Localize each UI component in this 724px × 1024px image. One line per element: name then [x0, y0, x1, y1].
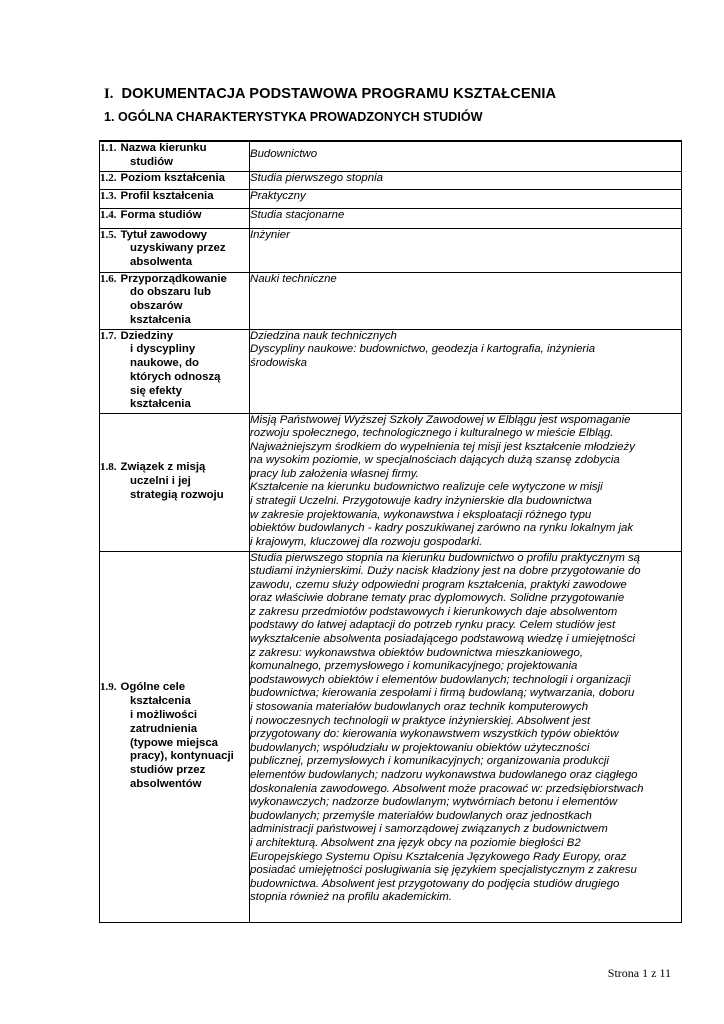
- row-value-cell: [250, 329, 682, 413]
- table-row: [100, 208, 682, 228]
- row-value-line: i architekturą. Absolwent zna język obcy na poziomie biegłości B2: [250, 836, 581, 849]
- row-label-line: się efekty: [130, 384, 182, 397]
- row-label-line: uczelni i jej: [130, 475, 191, 488]
- row-label-line: absolwentów: [130, 777, 202, 790]
- row-value-line: budowlanych; współudziału w projektowaniu obiektów użyteczności: [250, 741, 590, 754]
- row-label-line: Nazwa kierunku: [120, 142, 207, 154]
- row-value-line: budownictwa; kierowania zespołami i firmą budowlaną; wytwarzania, doboru: [250, 687, 635, 700]
- row-label-line: uzyskiwany przez: [130, 242, 226, 255]
- row-value-line: studiami inżynierskimi. Duży nacisk kładziony jest na dobre przygotowanie do: [250, 565, 641, 578]
- row-label-cell: [100, 551, 250, 922]
- row-value-line: Studia pierwszego stopnia na kierunku budownictwo o profilu praktycznym są: [250, 551, 641, 564]
- row-value-line: Praktyczny: [250, 189, 306, 202]
- row-label-line: Przyporządkowanie: [120, 272, 227, 285]
- row-number: 1.2.: [100, 171, 117, 184]
- row-value-line: środowiska: [250, 356, 307, 369]
- row-number: 1.5.: [100, 228, 117, 241]
- row-value-line: podstawy do łatwej adaptacji do potrzeb rynku pracy. Celem studiów jest: [250, 619, 616, 632]
- row-label-line: Ogólne cele: [120, 681, 186, 694]
- row-value-line: wykonawczych; nadzorze budowlanym; wytwórniach betonu i elementów: [250, 796, 618, 809]
- row-label-cell: [100, 141, 250, 171]
- row-label-line: Forma studiów: [120, 208, 202, 221]
- row-value-line: elementów budowlanych; nadzoru wykonawstwa budowlanego oraz ciągłego: [250, 769, 638, 781]
- row-value-cell: [250, 272, 682, 329]
- row-value-line: Nauki techniczne: [250, 272, 337, 285]
- row-value-line: Studia stacjonarne: [250, 208, 345, 221]
- row-label-line: i możliwości: [130, 708, 198, 721]
- row-value-cell: [250, 413, 682, 551]
- row-label-line: strategią rozwoju: [130, 488, 224, 501]
- row-label-line: kształcenia: [130, 313, 191, 326]
- section-heading: 1. OGÓLNA CHARAKTERYSTYKA PROWADZONYCH STUDIÓW: [104, 110, 483, 124]
- row-value-line: i krajowym, kluczowej dla rozwoju gospodarki.: [250, 535, 483, 548]
- row-label-line: których odnoszą: [130, 370, 221, 383]
- row-number: 1.8.: [100, 461, 117, 474]
- row-value-line: wykształcenie absolwenta posiadającego podstawową wiedzę i umiejętności: [250, 633, 635, 646]
- row-number: 1.3.: [100, 189, 117, 202]
- row-label-line: Związek z misją: [120, 461, 206, 474]
- row-label-line: Profil kształcenia: [120, 189, 214, 202]
- row-value-line: posiadać umiejętności posługiwania się językiem specjalistycznym z zakresu: [250, 864, 637, 877]
- row-value-line: komunalnego, przemysłowego i komunikacyjnego; projektowania: [250, 660, 578, 673]
- row-value-line: z zakresu: wykonawstwa obiektów budownictwa mieszkaniowego,: [250, 646, 584, 659]
- table-row: [100, 551, 682, 922]
- row-number: 1.6.: [100, 272, 117, 285]
- row-value-cell: [250, 228, 682, 272]
- row-value-line: oraz właściwie dobrane tematy prac dyplomowych. Solidne przygotowanie: [250, 592, 625, 605]
- row-value-line: Dziedzina nauk technicznych: [250, 329, 397, 342]
- row-value-line: rozwoju społecznego, technologicznego i kulturalnego w mieście Elbląg.: [250, 427, 614, 440]
- page-footer: Strona 1 z 11: [607, 966, 671, 980]
- row-value-line: na wysokim poziomie, w specjalnościach dających dużą szansę zdobycia: [250, 454, 620, 467]
- row-value-line: pracy lub założenia własnej firmy.: [250, 467, 419, 480]
- row-label-line: zatrudnienia: [130, 722, 198, 735]
- row-value-cell: [250, 171, 682, 189]
- heading-number: I.: [104, 86, 114, 102]
- heading-title: DOKUMENTACJA PODSTAWOWA PROGRAMU KSZTAŁCENIA: [121, 86, 557, 102]
- table-row: [100, 189, 682, 208]
- study-characteristics-table: [99, 140, 682, 923]
- row-label-line: do obszaru lub: [130, 286, 211, 299]
- row-label-line: kształcenia: [130, 398, 191, 411]
- table-row: [100, 141, 682, 171]
- row-label-line: (typowe miejsca: [130, 736, 218, 749]
- row-label-line: Poziom kształcenia: [120, 171, 225, 184]
- table-row: [100, 413, 682, 551]
- row-value-line: obiektów budowlanych - kadry poszukiwanej zarówno na rynku lokalnym jak: [250, 522, 634, 535]
- row-label-line: i dyscypliny: [130, 343, 196, 356]
- table-row: [100, 329, 682, 413]
- row-value-line: Europejskiego Systemu Opisu Kształcenia Językowego Rady Europy, oraz: [250, 850, 627, 863]
- row-value-line: przygotowany do: kierowania wykonawstwem wszystkich typów obiektów: [250, 728, 619, 741]
- row-value-line: w zakresie projektowania, wykonawstwa i eksploatacji różnego typu: [250, 508, 592, 521]
- row-label-line: studiów przez: [130, 764, 206, 777]
- row-value-line: podstawowych obiektów i elementów budowlanych; technologii i organizacji: [250, 673, 631, 686]
- row-label-line: kształcenia: [130, 695, 191, 708]
- row-value-cell: [250, 551, 682, 922]
- row-value-line: stopnia również na profilu akademickim.: [250, 891, 452, 904]
- row-value-line: Budownictwo: [250, 148, 318, 160]
- row-label-cell: [100, 329, 250, 413]
- row-value-line: Inżynier: [250, 228, 290, 241]
- row-label-cell: [100, 208, 250, 228]
- row-value-line: Najważniejszym środkiem do wypełnienia tej misji jest kształcenie młodzieży: [250, 440, 635, 453]
- row-label-line: Dziedziny: [120, 329, 174, 342]
- row-label-line: obszarów: [130, 300, 183, 313]
- row-value-line: i stosowania materiałów budowlanych oraz technik komputerowych: [250, 701, 589, 714]
- row-label-line: absolwenta: [130, 256, 193, 269]
- row-value-line: Studia pierwszego stopnia: [250, 171, 383, 184]
- table-row: [100, 272, 682, 329]
- row-value-line: publicznej, przemysłowych i komunikacyjnych; organizowania produkcji: [250, 755, 609, 768]
- row-value-line: Kształcenie na kierunku budownictwo realizuje cele wytyczone w misji: [250, 481, 603, 494]
- table-row: [100, 171, 682, 189]
- row-label-line: naukowe, do: [130, 357, 199, 370]
- row-value-line: doskonalenia zawodowego. Absolwent może pracować w: przedsiębiorstwach: [250, 782, 644, 795]
- row-label-cell: [100, 413, 250, 551]
- row-label-line: pracy), kontynuacji: [130, 750, 234, 763]
- row-value-cell: [250, 141, 682, 171]
- row-number: 1.4.: [100, 208, 117, 221]
- row-value-line: budowlanych; przemyśle materiałów budowlanych oraz jednostkach: [250, 809, 592, 822]
- row-label-line: studiów: [130, 155, 174, 168]
- row-value-line: Dyscypliny naukowe: budownictwo, geodezja i kartografia, inżynieria: [250, 343, 596, 356]
- row-value-line: zawodu, czemu służy odpowiedni program kształcenia, praktyki zawodowe: [250, 578, 627, 591]
- row-number: 1.1.: [100, 142, 117, 154]
- row-label-cell: [100, 171, 250, 189]
- row-number: 1.9.: [100, 681, 117, 694]
- row-value-cell: [250, 208, 682, 228]
- row-label-cell: [100, 228, 250, 272]
- row-value-line: Misją Państwowej Wyższej Szkoły Zawodowej w Elblągu jest wspomaganie: [250, 413, 631, 426]
- table-row: [100, 228, 682, 272]
- row-value-line: i strategii Uczelni. Przygotowuje kadry inżynierskie dla budownictwa: [250, 495, 592, 508]
- row-label-line: Tytuł zawodowy: [120, 228, 207, 241]
- row-value-line: budownictwa. Absolwent jest przygotowany do podjęcia studiów drugiego: [250, 877, 620, 890]
- row-value-cell: [250, 189, 682, 208]
- row-value-line: z zakresu przedmiotów podstawowych i kierunkowych daje absolwentom: [250, 605, 618, 618]
- row-value-line: administracji państwowej i samorządowej związanych z budownictwem: [250, 823, 608, 836]
- row-value-line: i nowoczesnych technologii w praktyce inżynierskiej. Absolwent jest: [250, 714, 591, 727]
- row-label-cell: [100, 189, 250, 208]
- row-label-cell: [100, 272, 250, 329]
- row-number: 1.7.: [100, 329, 117, 342]
- document-heading: [104, 86, 556, 103]
